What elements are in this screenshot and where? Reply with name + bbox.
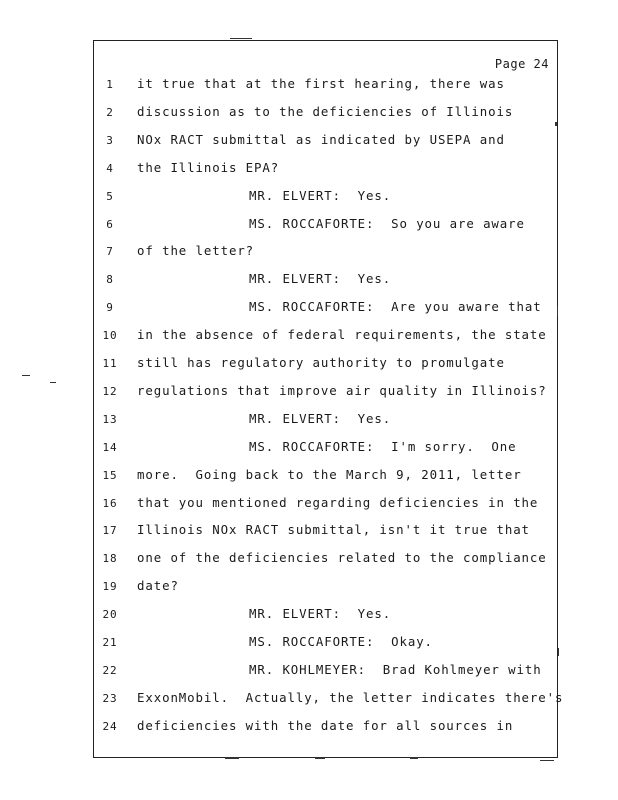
line-text: MS. ROCCAFORTE: Are you aware that (249, 299, 542, 315)
line-text: NOx RACT submittal as indicated by USEPA and (137, 131, 505, 147)
transcript-line (94, 271, 557, 291)
line-text: ExxonMobil. Actually, the letter indicates there's (137, 689, 564, 705)
line-number: 24 (102, 719, 118, 733)
line-text: in the absence of federal requirements, the state (137, 327, 547, 343)
line-number: 18 (102, 552, 118, 566)
transcript-line (94, 606, 557, 626)
transcript-line (94, 439, 557, 459)
line-text: MR. ELVERT: Yes. (249, 187, 392, 203)
line-text: MS. ROCCAFORTE: So you are aware (249, 215, 525, 231)
transcript-line (94, 578, 557, 598)
transcript-page (93, 40, 564, 758)
line-text: MS. ROCCAFORTE: I'm sorry. One (249, 438, 517, 454)
line-number: 6 (106, 217, 114, 231)
scan-mark (410, 757, 418, 759)
transcript-line (94, 550, 557, 570)
line-text: deficiencies with the date for all sources in (137, 717, 514, 733)
line-text: one of the deficiencies related to the compliance (137, 550, 547, 566)
line-number: 19 (102, 580, 118, 594)
transcript-line (94, 522, 557, 542)
scan-mark (50, 382, 56, 383)
page-number: Page 24 (494, 57, 549, 71)
transcript-line (94, 411, 557, 431)
line-text: MS. ROCCAFORTE: Okay. (249, 634, 433, 649)
line-number: 13 (102, 412, 118, 426)
line-number: 7 (106, 245, 114, 259)
line-number: 16 (102, 496, 118, 510)
line-text: MR. ELVERT: Yes. (249, 271, 392, 287)
line-number: 21 (102, 636, 118, 649)
scan-mark (558, 648, 559, 656)
line-text: still has regulatory authority to promulgate (137, 355, 505, 370)
scan-mark (230, 38, 252, 39)
transcript-line (94, 160, 557, 180)
scan-mark (315, 757, 325, 759)
transcript-line (94, 634, 557, 654)
line-text: MR. ELVERT: Yes. (249, 606, 392, 622)
line-number: 12 (102, 384, 118, 398)
transcript-line (94, 216, 557, 236)
line-number: 1 (106, 78, 114, 91)
line-text: MR. ELVERT: Yes. (249, 410, 392, 426)
transcript-line (94, 188, 557, 208)
line-text: discussion as to the deficiencies of Illinois (137, 103, 514, 119)
line-number: 15 (102, 468, 118, 482)
transcript-line (94, 132, 557, 152)
line-number: 17 (102, 524, 118, 538)
line-text: of the letter? (137, 243, 255, 259)
line-number: 3 (106, 133, 114, 147)
line-number: 22 (102, 663, 118, 677)
transcript-line (94, 104, 557, 124)
line-number: 4 (106, 161, 114, 175)
transcript-line (94, 495, 557, 515)
line-number: 20 (102, 608, 118, 622)
transcript-line (94, 299, 557, 319)
transcript-line (94, 467, 557, 487)
transcript-line (94, 662, 557, 682)
line-text: date? (137, 578, 179, 594)
transcript-line (94, 689, 564, 710)
line-number: 23 (102, 691, 118, 705)
line-text: regulations that improve air quality in Illinois? (137, 382, 547, 398)
line-text: the Illinois EPA? (137, 159, 280, 175)
line-number: 10 (102, 329, 118, 343)
line-text: that you mentioned regarding deficiencies in the (137, 494, 539, 510)
transcript-line (94, 355, 557, 375)
line-number: 8 (106, 273, 114, 287)
transcript-line (94, 327, 557, 347)
line-number: 5 (106, 189, 114, 203)
line-text: Illinois NOx RACT submittal, isn't it true that (137, 522, 530, 538)
transcript-line (94, 383, 557, 403)
transcript-line (94, 243, 557, 263)
scan-mark (540, 760, 554, 761)
line-text: more. Going back to the March 9, 2011, letter (137, 466, 522, 482)
scan-mark (225, 757, 239, 759)
scan-mark (555, 122, 557, 126)
transcript-line (94, 718, 557, 738)
line-number: 2 (106, 105, 114, 119)
line-number: 11 (102, 357, 118, 370)
transcript-line (94, 76, 557, 96)
line-text: MR. KOHLMEYER: Brad Kohlmeyer with (249, 661, 542, 677)
line-text: it true that at the first hearing, there was (137, 76, 505, 91)
line-number: 9 (106, 301, 114, 315)
scan-mark (22, 375, 30, 376)
line-number: 14 (102, 440, 118, 454)
scan-mark (557, 306, 558, 316)
